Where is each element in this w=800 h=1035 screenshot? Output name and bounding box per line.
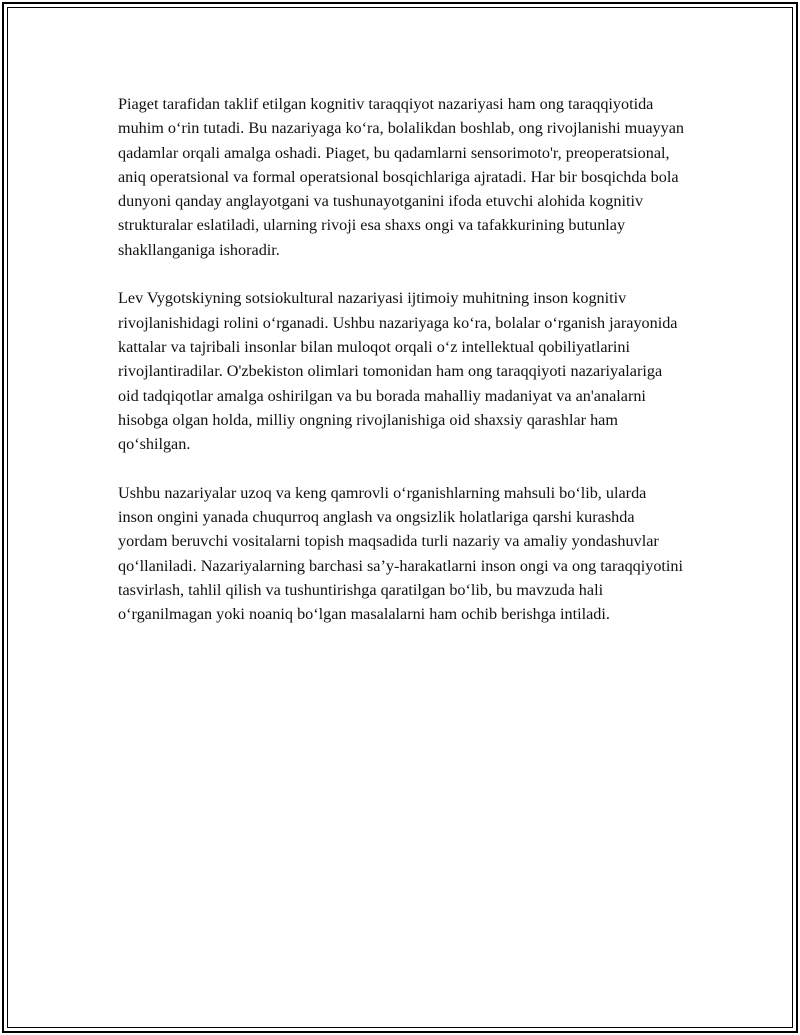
paragraph-vygotsky: Lev Vygotskiyning sotsiokultural nazariyasi ijtimoiy muhitning inson kognitiv rivojlanishidagi rolini o‘rganadi. Ushbu nazariyaga ko‘ra, bolalar o‘rganish jarayonida kattalar va tajribali insonlar bilan muloqot orqali o‘z intellektual qobiliyatlarini rivojlantiradilar. O'zbekiston olimlari tomonidan ham ong taraqqiyoti nazariyalariga oid tadqiqotlar amalga oshirilgan va bu borada mahalliy madaniyat va an'analarni hisobga olgan holda, milliy ongning rivojlanishiga oid shaxsiy qarashlar ham qo‘shilgan. bbox=[118, 289, 678, 454]
paragraph-summary: Ushbu nazariyalar uzoq va keng qamrovli o‘rganishlarning mahsuli bo‘lib, ularda inson ongini yanada chuqurroq anglash va ongsizlik holatlariga qarshi kurashda yordam beruvchi vositalarni topish maqsadida turli nazariy va amaliy yondashuvlar qo‘llaniladi. Nazariyalarning barchasi sa’y-harakatlarni inson ongi va ong taraqqiyotini tasvirlash, tahlil qilish va tushuntirishga qaratilgan bo‘lib, bu mavzuda hali o‘rganilmagan yoki noaniq bo‘lgan masalalarni ham ochib berishga intiladi. bbox=[118, 483, 684, 624]
document-body bbox=[118, 92, 684, 651]
paragraph-piaget: Piaget tarafidan taklif etilgan kognitiv taraqqiyot nazariyasi ham ong taraqqiyotida muhim o‘rin tutadi. Bu nazariyaga ko‘ra, bolalikdan boshlab, ong rivojlanishi muayyan qadamlar orqali amalga oshadi. Piaget, bu qadamlarni sensorimoto'r, preoperatsional, aniq operatsional va formal operatsional bosqichlariga ajratadi. Har bir bosqichda bola dunyoni qanday anglayotgani va tushunayotganini ifoda etuvchi alohida kognitiv strukturalar eslatiladi, ularning rivoji esa shaxs ongi va tafakkurining butunlay shakllanganiga ishoradir. bbox=[118, 95, 684, 259]
